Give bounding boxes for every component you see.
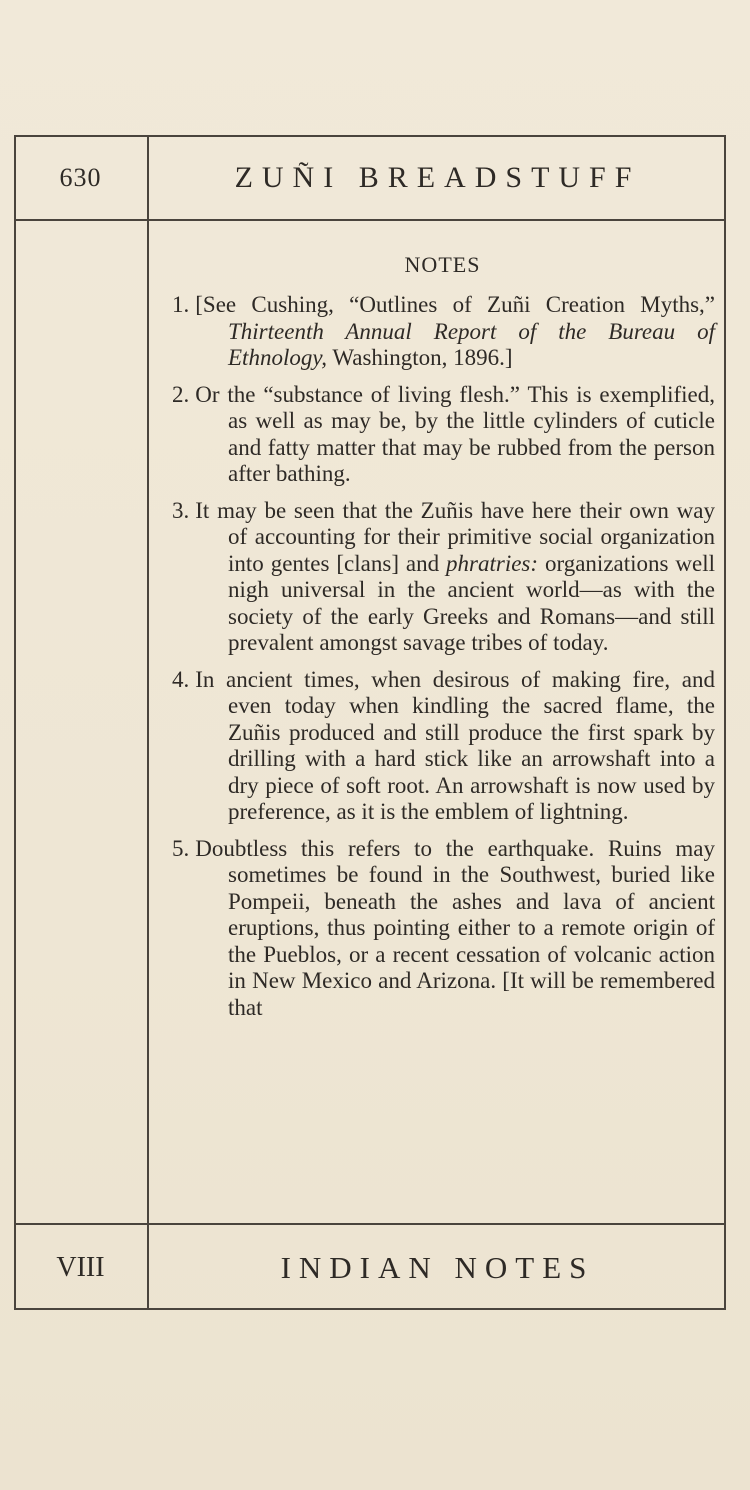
note-text: [See Cushing, “Outlines of Zuñi Creation Myths,” xyxy=(195,292,715,317)
note-number: 4. xyxy=(172,666,190,692)
page-number: 630 xyxy=(59,163,102,192)
footer-title: INDIAN NOTES xyxy=(280,1249,595,1285)
header-rule xyxy=(14,219,726,221)
column-divider xyxy=(147,135,149,1310)
note-italic-text: Thirteenth Annual Report of the Bureau of Ethnology, xyxy=(228,318,715,370)
note-number: 5. xyxy=(172,835,190,861)
notes-section xyxy=(160,238,715,1218)
note-number: 3. xyxy=(172,497,190,523)
notes-heading: NOTES xyxy=(404,252,481,277)
note-italic-text: phratries: xyxy=(446,550,539,576)
note-text: Washington, 1896.] xyxy=(327,345,513,370)
note-item xyxy=(160,498,715,657)
volume-number: VIII xyxy=(56,1251,105,1283)
note-item xyxy=(160,667,715,826)
note-text: Doubtless this refers to the earthquake. Ruins may sometimes be found in the Southwest, buried like Pompeii, beneath the ashes and lava of ancient eruptions, thus pointing either to a remote origin of the Pueblos, or a recent cessation of volcanic action in New Mexico and Arizona. [It will be remembered that xyxy=(195,835,715,1020)
note-text: In ancient times, when desirous of making fire, and even today when kindling the sacred flame, the Zuñis produced and still produce the first spark by drilling with a hard stick like an arrowshaft into a dry piece of soft root. An arrowshaft is now used by preference, as it is the emblem of lightning. xyxy=(195,666,715,824)
note-item xyxy=(160,292,715,372)
note-text: organizations well nigh universal in the ancient world—as with the society of the early Greeks and Romans—and still prevalent amongst savage tribes of today. xyxy=(228,550,715,655)
note-item xyxy=(160,836,715,1022)
note-text: It may be seen that the Zuñis have here their own way of accounting for their primitive social organization into gentes [clans] and xyxy=(195,497,715,576)
note-text: Or the “substance of living flesh.” This is exemplified, as well as may be, by the little cylinders of cuticle and fatty matter that may be rubbed from the person after bathing. xyxy=(195,381,715,486)
note-number: 1. xyxy=(172,292,190,317)
note-number: 2. xyxy=(172,381,190,407)
note-item xyxy=(160,382,715,488)
running-head: ZUÑI BREADSTUFF xyxy=(234,161,641,194)
